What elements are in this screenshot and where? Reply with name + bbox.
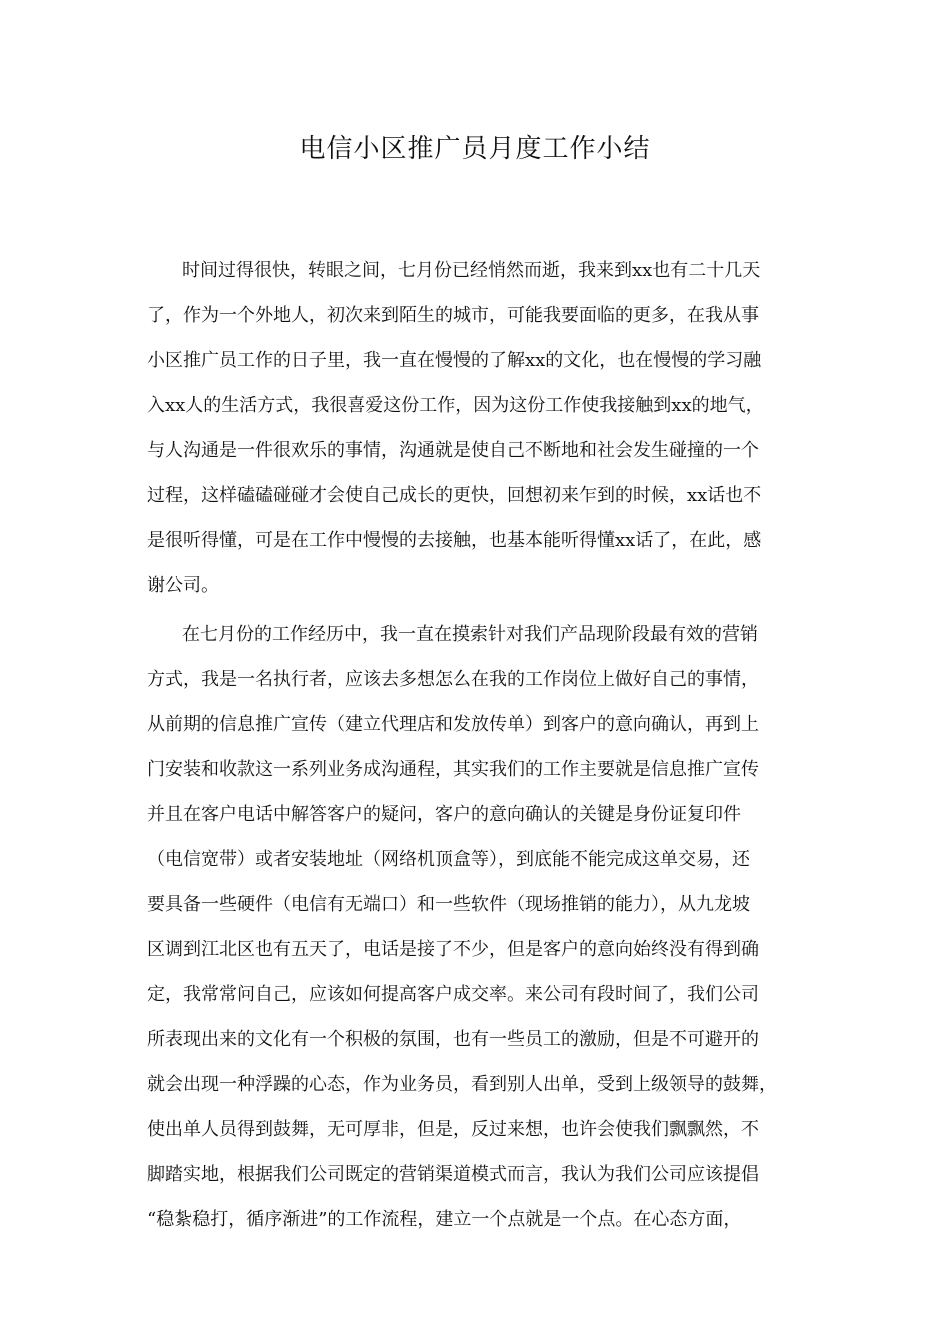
paragraph-line: 就会出现一种浮躁的心态，作为业务员，看到别人出单，受到上级领导的鼓舞， [147,1074,777,1095]
paragraph-line: 从前期的信息推广宣传（建立代理店和发放传单）到客户的意向确认，再到上 [147,714,759,735]
paragraph-line: 与人沟通是一件很欢乐的事情，沟通就是使自己不断地和社会发生碰撞的一个 [147,440,759,461]
paragraph-line: “稳紮稳打，循序渐进”的工作流程，建立一个点就是一个点。在心态方面， [147,1209,742,1230]
paragraph-line: 在七月份的工作经历中，我一直在摸索针对我们产品现阶段最有效的营销 [182,624,758,645]
paragraph-2 [147,612,807,1242]
paragraph-line: 使出单人员得到鼓舞，无可厚非，但是，反过来想，也许会使我们飘飘然，不 [147,1119,759,1140]
paragraph-line: 小区推广员工作的日子里，我一直在慢慢的了解xx的文化，也在慢慢的学习融 [147,350,762,371]
document-title: 电信小区推广员月度工作小结 [299,134,651,164]
paragraph-line: 定，我常常问自己，应该如何提高客户成交率。来公司有段时间了，我们公司 [147,984,759,1005]
paragraph-line: 方式，我是一名执行者，应该去多想怎么在我的工作岗位上做好自己的事情， [147,669,759,690]
paragraph-line: 过程，这样磕磕碰碰才会使自己成长的更快，回想初来乍到的时候，xx话也不 [147,485,762,506]
paragraph-line: 区调到江北区也有五天了，电话是接了不少，但是客户的意向始终没有得到确 [147,939,759,960]
paragraph-1 [147,248,807,608]
paragraph-line: 门安装和收款这一系列业务成沟通程，其实我们的工作主要就是信息推广宣传 [147,759,759,780]
paragraph-line: 谢公司。 [147,575,219,596]
paragraph-line: 是很听得懂，可是在工作中慢慢的去接触，也基本能听得懂xx话了，在此，感 [147,530,762,551]
paragraph-line: （电信宽带）或者安装地址（网络机顶盒等），到底能不能完成这单交易，还 [147,849,750,870]
paragraph-line: 并且在客户电话中解答客户的疑问，客户的意向确认的关键是身份证复印件 [147,804,741,825]
paragraph-line: 时间过得很快，转眼之间，七月份已经悄然而逝，我来到xx也有二十几天 [182,260,761,281]
paragraph-line: 了，作为一个外地人，初次来到陌生的城市，可能我要面临的更多，在我从事 [147,305,759,326]
paragraph-line: 所表现出来的文化有一个积极的氛围，也有一些员工的激励，但是不可避开的 [147,1029,759,1050]
paragraph-line: 脚踏实地，根据我们公司既定的营销渠道模式而言，我认为我们公司应该提倡 [147,1164,759,1185]
paragraph-line: 要具备一些硬件（电信有无端口）和一些软件（现场推销的能力），从九龙坡 [147,894,750,915]
paragraph-line: 入xx人的生活方式，我很喜爱这份工作，因为这份工作使我接触到xx的地气， [147,395,764,416]
